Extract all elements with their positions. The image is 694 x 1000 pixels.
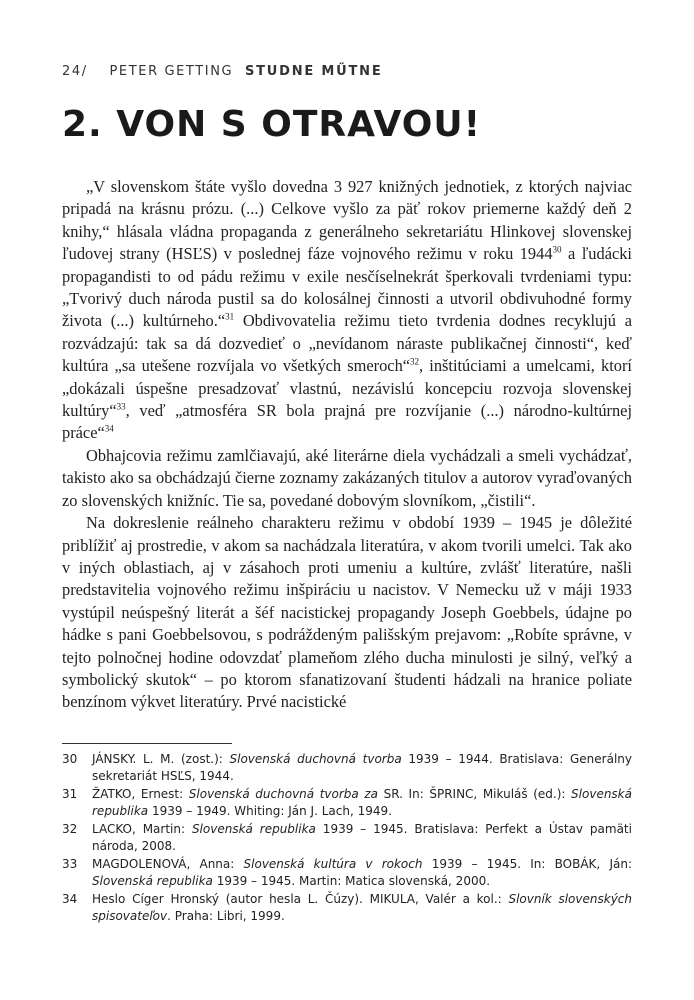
- footnote-31: [62, 786, 632, 820]
- footnote-text: [92, 751, 632, 785]
- footnote-part: 1939 – 1945. Martin: Matica slovenská, 2000.: [212, 874, 491, 888]
- footnote-30: [62, 751, 632, 785]
- footnote-number: 30: [62, 752, 78, 766]
- footnote-text: [92, 856, 632, 890]
- footnote-text: [92, 891, 632, 925]
- footnote-ref-30: 30: [552, 244, 562, 255]
- footnote-part: 1939 – 1949. Whiting: Ján J. Lach, 1949.: [148, 804, 392, 818]
- footnote-34: [62, 891, 632, 925]
- footnote-title: Slovenská republika: [92, 874, 213, 888]
- footnote-title: Slovenská duchovná tvorba za: [188, 787, 379, 801]
- header-author: PETER GETTING: [109, 64, 234, 79]
- footnote-32: [62, 821, 632, 855]
- footnote-part: Heslo Cíger Hronský (autor hesla L. Čúzy). MIKULA, Valér a kol.:: [92, 892, 509, 906]
- footnote-number: 32: [62, 822, 78, 836]
- footnote-number: 31: [62, 787, 78, 801]
- footnote-part: LACKO, Martin:: [92, 822, 192, 836]
- footnote-part: 1939 – 1944. Bratislava: Generálny sekretariát HSĽS, 1944.: [92, 752, 633, 783]
- paragraph-1-text-e: , veď „atmosféra SR bola prajná pre rozvíjanie (...) národno-kultúrnej práce“: [62, 401, 632, 443]
- footnote-title: Slovenská duchovná tvorba: [229, 752, 402, 766]
- running-header: [62, 64, 383, 79]
- footnote-part: MAGDOLENOVÁ, Anna:: [92, 857, 244, 871]
- footnote-part: JÁNSKY. L. M. (zost.):: [92, 752, 230, 766]
- page-number: 24/: [62, 64, 88, 79]
- header-book-title: STUDNE MŰTNE: [244, 64, 383, 79]
- footnote-number: 34: [62, 892, 78, 906]
- footnote-title: Slovenská republika: [191, 822, 316, 836]
- footnote-part: ŽATKO, Ernest:: [92, 787, 189, 801]
- footnote-text: [92, 786, 632, 820]
- footnote-33: [62, 856, 632, 890]
- body-text: [62, 176, 632, 714]
- paragraph-3: Na dokreslenie reálneho charakteru režimu v období 1939 – 1945 je dôležité priblížiť aj prostredie, v akom sa nachádzala literatúra, v akom tvorili umelci. Tak ako v iných oblastiach, aj v zásahoch proti umeniu a kultúre, zvlášť literatúre, našli predstavitelia vojnového režimu inšpiráciu u nacistov. V Nemecku už v máji 1933 vystúpil neúspešný literát a šéf nacistickej propagandy Joseph Goebbels, údajne po hádke s pani Goebbelsovou, s podráždeným pališským prejavom: „Robíte správne, v tejto polnočnej hodine odovzdať plameňom zlého ducha minulosti je silný, veľký a symbolický skutok“ – po ktorom sfanatizovaní študenti hádzali na hranice poliate benzínom výkvet literatúry. Prvé nacistické: [62, 513, 632, 712]
- paragraph-1-text-b: a ľudácki propagandisti to od pádu režimu v exile nesčíselnekrát šperkovali tvrdeniami typu: „Tvorivý duch národa pustil sa do kolosálnej činnosti a utvoril obdivuhodné formy života (...) kultúrneho.“: [62, 244, 632, 331]
- footnote-text: [92, 821, 632, 855]
- footnote-title: Slovník slovenských spisovateľov: [92, 892, 632, 923]
- chapter-title: 2. VON S OTRAVOU!: [62, 104, 481, 145]
- paragraph-2: Obhajcovia režimu zamlčiavajú, aké literárne diela vychádzali a smeli vychádzať, takisto ako sa obchádzajú čierne zoznamy zakázaných titulov a autorov vyraďovaných zo slovenských knižníc. Tie sa, povedané dobovým slovníkom, „čistili“.: [62, 445, 632, 510]
- footnote-divider: [62, 743, 232, 744]
- paragraph-1-text-d: , inštitúciami a umelcami, ktorí „dokázali úspešne presadzovať vlastnú, nezávislú koncepciu rozvoja slovenskej kultúry“: [62, 356, 632, 421]
- footnote-ref-32: 32: [410, 356, 420, 367]
- footnote-ref-33: 33: [116, 401, 126, 412]
- footnote-ref-31: 31: [225, 311, 235, 322]
- paragraph-1: [62, 176, 632, 445]
- footnote-part: 1939 – 1945. Bratislava: Perfekt a Ústav pamäti národa, 2008.: [92, 822, 632, 853]
- footnote-part: . Praha: Libri, 1999.: [167, 909, 285, 923]
- paragraph-1-text-c: Obdivovatelia režimu tieto tvrdenia dodnes recyklujú a rozvádzajú: tak sa dá dozvedieť o „nevídanom náraste publikačnej činnosti“, keď kultúra „sa utešene rozvíjala vo všetkých smeroch“: [62, 311, 633, 376]
- paragraph-1-text-a: „V slovenskom štáte vyšlo dovedna 3 927 knižných jednotiek, z ktorých najviac pripadá na krásnu prózu. (...) Celkove vyšlo za päť rokov priemerne každý deň 2 knihy,“ hlásala vládna propaganda z generálneho sekretariátu Hlinkovej slovenskej ľudovej strany (HSĽS) v poslednej fáze vojnového režimu v roku 1944: [62, 177, 632, 264]
- footnote-part: SR. In: ŠPRINC, Mikuláš (ed.):: [378, 787, 572, 801]
- footnote-number: 33: [62, 857, 78, 871]
- footnote-title: Slovenská kultúra v rokoch: [243, 857, 423, 871]
- footnote-part: 1939 – 1945. In: BOBÁK, Ján:: [422, 857, 632, 871]
- footnote-title: Slovenská republika: [92, 787, 632, 818]
- footnote-ref-34: 34: [104, 424, 114, 434]
- footnotes: [62, 751, 632, 926]
